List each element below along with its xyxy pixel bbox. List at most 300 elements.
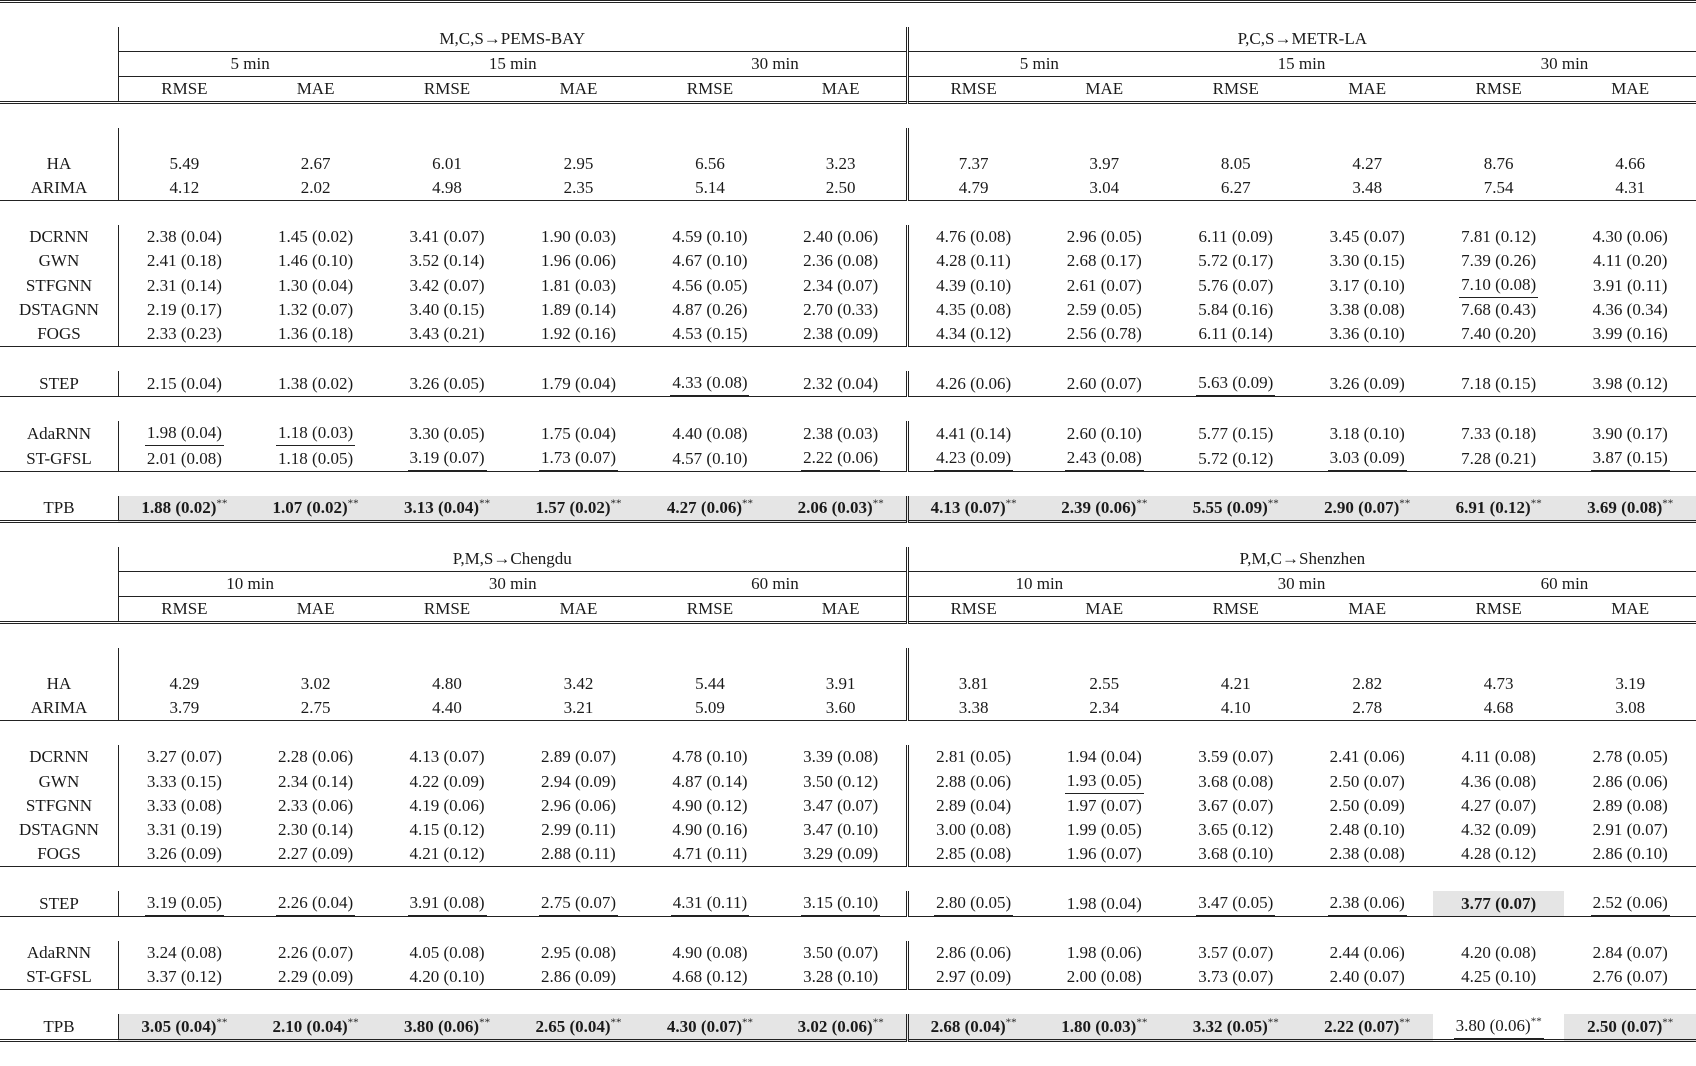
metric-value (1459, 249, 1538, 273)
metric-value-cell (250, 696, 381, 721)
metric-value (1196, 941, 1275, 965)
metric-value-text: 4.33 (0.08) (672, 373, 747, 392)
metric-value-cell (1433, 818, 1564, 842)
spacer-cell (907, 648, 1038, 672)
metric-value (670, 274, 749, 298)
horizon-header: 60 min (644, 572, 907, 597)
metric-value (1196, 371, 1275, 396)
metric-value-cell (1039, 152, 1170, 176)
metric-value-cell (1301, 249, 1432, 273)
metric-value-cell (513, 421, 644, 446)
metric-value-text: 2.50 (0.07) (1587, 1017, 1662, 1036)
significance-marker: ** (1136, 497, 1147, 509)
metric-value-cell (776, 322, 907, 347)
metric-value (145, 298, 224, 322)
metric-value-text: 2.76 (0.07) (1593, 967, 1668, 986)
metric-value-text: 5.44 (695, 674, 725, 693)
metric-value-text: 2.19 (0.17) (147, 300, 222, 319)
metric-value (168, 696, 202, 720)
metric-value-cell (776, 745, 907, 769)
metric-value (1328, 274, 1407, 298)
metric-value-cell (250, 1014, 381, 1041)
metric-value-text: 3.13 (0.04) (404, 498, 479, 517)
significance-marker: ** (1662, 1016, 1673, 1028)
metric-value-text: 3.30 (0.05) (410, 424, 485, 443)
metric-value (1065, 298, 1144, 322)
metric-value (670, 225, 749, 249)
metric-value-text: 2.89 (0.04) (936, 796, 1011, 815)
metric-value-cell (1039, 273, 1170, 298)
metric-value-text: 5.76 (0.07) (1198, 276, 1273, 295)
metric-value (1459, 818, 1538, 842)
corner-cell (0, 52, 118, 77)
metric-value (276, 249, 355, 273)
metric-header: MAE (776, 77, 907, 103)
metric-value-text: 2.38 (0.09) (803, 324, 878, 343)
metric-value-cell (776, 225, 907, 249)
metric-value-text: 1.88 (0.02) (141, 498, 216, 517)
metric-value-cell (1170, 696, 1301, 721)
metric-value-text: 2.02 (301, 178, 331, 197)
metric-value-text: 3.23 (826, 154, 856, 173)
table-row (0, 672, 1696, 696)
metric-value (670, 298, 749, 322)
metric-value-text: 3.08 (1615, 698, 1645, 717)
spacer-cell (118, 128, 249, 152)
metric-header: RMSE (118, 597, 249, 623)
metric-header: MAE (1039, 77, 1170, 103)
metric-value-cell (776, 152, 907, 176)
spacer-cell (1039, 128, 1170, 152)
metric-value (1328, 322, 1407, 346)
model-name: FOGS (0, 322, 118, 347)
metric-value-cell (513, 298, 644, 322)
metric-value-cell (644, 891, 775, 917)
metric-value-cell (1170, 965, 1301, 990)
table-row (0, 298, 1696, 322)
metric-value (276, 225, 355, 249)
metric-value-text: 3.47 (0.07) (803, 796, 878, 815)
metric-value (1059, 496, 1149, 520)
metric-value (670, 371, 749, 396)
metric-value-text: 1.79 (0.04) (541, 374, 616, 393)
metric-value-cell (1170, 672, 1301, 696)
metric-value-text: 3.69 (0.08) (1587, 498, 1662, 517)
metric-value-cell (381, 322, 512, 347)
metric-value (934, 225, 1013, 249)
metric-value (1328, 372, 1407, 396)
metric-value (1350, 176, 1384, 200)
metric-header: RMSE (644, 77, 775, 103)
metric-value (1454, 496, 1544, 520)
spacer-cell (250, 128, 381, 152)
metric-value (1459, 941, 1538, 965)
metric-value-text: 2.38 (0.08) (1330, 844, 1405, 863)
metric-value-cell (776, 371, 907, 397)
metric-value-text: 4.15 (0.12) (410, 820, 485, 839)
table-row (0, 371, 1696, 397)
metric-value-text: 2.61 (0.07) (1067, 276, 1142, 295)
metric-value-text: 1.36 (0.18) (278, 324, 353, 343)
metric-value-cell (1433, 794, 1564, 818)
metric-value (801, 770, 880, 794)
metric-value-text: 6.11 (0.09) (1199, 227, 1273, 246)
metric-value-text: 4.78 (0.10) (672, 747, 747, 766)
table-row (0, 446, 1696, 472)
metric-value-cell (1433, 496, 1564, 522)
metric-value-cell (118, 322, 249, 347)
metric-value-text: 3.91 (826, 674, 856, 693)
metric-value (276, 372, 355, 396)
metric-value-cell (1039, 371, 1170, 397)
metric-value (1613, 176, 1647, 200)
metric-value (145, 891, 224, 916)
metric-value-text: 3.80 (0.06) (404, 1017, 479, 1036)
metric-value-text: 4.79 (959, 178, 989, 197)
metric-header: MAE (1564, 77, 1696, 103)
metric-value (824, 176, 858, 200)
metric-value-text: 3.99 (0.16) (1593, 324, 1668, 343)
metric-value-cell (907, 371, 1038, 397)
metric-value-cell (1564, 794, 1696, 818)
metric-value-text: 2.67 (301, 154, 331, 173)
metric-value-text: 4.27 (0.07) (1461, 796, 1536, 815)
metric-value-text: 1.18 (0.05) (278, 449, 353, 468)
metric-value-text: 4.41 (0.14) (936, 424, 1011, 443)
metric-value (430, 152, 464, 176)
metric-value (1196, 842, 1275, 866)
metric-value (801, 298, 880, 322)
metric-value-text: 3.40 (0.15) (410, 300, 485, 319)
metric-header: MAE (250, 597, 381, 623)
table-row (0, 769, 1696, 794)
metric-value-cell (381, 176, 512, 201)
metric-value (801, 965, 880, 989)
model-name: STEP (0, 371, 118, 397)
metric-value-text: 2.95 (564, 154, 594, 173)
metric-value-text: 4.20 (0.10) (410, 967, 485, 986)
metric-value (934, 422, 1013, 446)
metric-value-text: 3.98 (0.12) (1593, 374, 1668, 393)
metric-value-cell (250, 249, 381, 273)
spacer-cell (1564, 648, 1696, 672)
dataset-title: M,C,S→PEMS-BAY (118, 27, 907, 52)
metric-value-text: 3.26 (0.05) (410, 374, 485, 393)
metric-value-cell (1170, 794, 1301, 818)
metric-value (1196, 422, 1275, 446)
model-name: ST-GFSL (0, 965, 118, 990)
table-row (0, 745, 1696, 769)
metric-value-cell (776, 249, 907, 273)
metric-value-cell (513, 225, 644, 249)
metric-value-text: 2.50 (826, 178, 856, 197)
metric-value (1065, 274, 1144, 298)
metric-row (0, 597, 1696, 623)
metric-value (934, 249, 1012, 273)
metric-value-cell (907, 794, 1038, 818)
model-name: STEP (0, 891, 118, 917)
metric-value (957, 672, 991, 696)
metric-value-text: 2.35 (564, 178, 594, 197)
metric-value-cell (1564, 965, 1696, 990)
table-row (0, 965, 1696, 990)
metric-value-text: 2.48 (0.10) (1330, 820, 1405, 839)
metric-value (299, 176, 333, 200)
spacer-cell (1433, 128, 1564, 152)
rule (0, 2, 1696, 28)
metric-value-cell (1564, 891, 1696, 917)
model-name: GWN (0, 769, 118, 794)
metric-value-text: 2.60 (0.07) (1067, 374, 1142, 393)
metric-value-text: 2.68 (0.17) (1067, 251, 1142, 270)
metric-value-cell (381, 891, 512, 917)
metric-value (139, 1015, 229, 1039)
metric-value-cell (907, 1014, 1038, 1041)
significance-marker: ** (479, 497, 490, 509)
metric-value-cell (1301, 446, 1432, 472)
metric-value-text: 4.20 (0.08) (1461, 943, 1536, 962)
metric-value-text: 3.60 (826, 698, 856, 717)
metric-value-text: 4.68 (1484, 698, 1514, 717)
metric-value (1591, 225, 1670, 249)
spacer-cell (381, 128, 512, 152)
metric-header: RMSE (907, 77, 1038, 103)
metric-value-cell (1170, 745, 1301, 769)
metric-value (934, 274, 1013, 298)
metric-value (1087, 176, 1121, 200)
horizon-header: 15 min (381, 52, 644, 77)
metric-value-text: 1.80 (0.03) (1061, 1017, 1136, 1036)
metric-value-text: 1.07 (0.02) (273, 498, 348, 517)
table-row (0, 176, 1696, 201)
horizon-header: 5 min (907, 52, 1170, 77)
metric-value-text: 4.56 (0.05) (672, 276, 747, 295)
metric-value (1350, 696, 1384, 720)
rule (0, 1041, 1696, 1066)
rule (0, 990, 1696, 1015)
metric-value-cell (776, 496, 907, 522)
metric-value (145, 794, 224, 818)
metric-value-cell (118, 965, 249, 990)
metric-value (801, 842, 880, 866)
metric-value-cell (1564, 941, 1696, 965)
metric-value-text: 5.72 (0.17) (1198, 251, 1273, 270)
metric-value-cell (1170, 249, 1301, 273)
metric-value-cell (1170, 371, 1301, 397)
metric-value (1591, 770, 1670, 794)
metric-value-text: 5.14 (695, 178, 725, 197)
metric-value-cell (513, 672, 644, 696)
metric-value (934, 298, 1013, 322)
metric-value-cell (907, 818, 1038, 842)
metric-value-text: 3.50 (0.12) (803, 772, 878, 791)
spacer-cell (381, 648, 512, 672)
metric-value (276, 794, 355, 818)
metric-value-text: 5.09 (695, 698, 725, 717)
metric-value-cell (118, 496, 249, 522)
metric-value-cell (776, 794, 907, 818)
metric-value-cell (513, 446, 644, 472)
metric-value-text: 3.19 (0.05) (147, 893, 222, 912)
metric-value (801, 249, 880, 273)
metric-header: MAE (513, 597, 644, 623)
metric-value-cell (118, 249, 249, 273)
metric-value (693, 152, 727, 176)
metric-value (276, 421, 355, 446)
significance-marker: ** (1268, 497, 1279, 509)
metric-value-text: 4.32 (0.09) (1461, 820, 1536, 839)
metric-value-cell (1564, 745, 1696, 769)
metric-value-text: 2.34 (1089, 698, 1119, 717)
metric-value (145, 745, 224, 769)
metric-value (276, 447, 355, 471)
metric-value-cell (1301, 225, 1432, 249)
metric-value-text: 1.46 (0.10) (278, 251, 353, 270)
model-name: DSTAGNN (0, 818, 118, 842)
metric-value-cell (907, 745, 1038, 769)
dataset-title-row (0, 547, 1696, 572)
metric-value (1350, 152, 1384, 176)
metric-value-text: 3.21 (564, 698, 594, 717)
metric-value-cell (1564, 1014, 1696, 1041)
metric-value (408, 274, 487, 298)
group-rule (0, 472, 1696, 497)
metric-value-cell (250, 496, 381, 522)
metric-value-text: 2.40 (0.07) (1330, 967, 1405, 986)
metric-value-cell (907, 965, 1038, 990)
metric-value (957, 176, 991, 200)
metric-value-text: 2.34 (0.07) (803, 276, 878, 295)
metric-value-cell (776, 769, 907, 794)
metric-value-cell (250, 176, 381, 201)
metric-value-cell (513, 941, 644, 965)
metric-value-text: 3.47 (0.05) (1198, 893, 1273, 912)
metric-value (934, 891, 1013, 916)
metric-value-cell (250, 672, 381, 696)
metric-value-cell (118, 745, 249, 769)
spacer-cell (776, 128, 907, 152)
metric-value (693, 696, 727, 720)
metric-value-cell (250, 225, 381, 249)
model-name: ARIMA (0, 696, 118, 721)
metric-value-text: 4.87 (0.14) (672, 772, 747, 791)
metric-value-cell (1564, 273, 1696, 298)
metric-value (276, 274, 355, 298)
metric-value-cell (644, 794, 775, 818)
metric-value-text: 4.90 (0.16) (672, 820, 747, 839)
metric-value-text: 8.05 (1221, 154, 1251, 173)
metric-value-text: 2.56 (0.78) (1067, 324, 1142, 343)
metric-value (1065, 249, 1144, 273)
metric-value (145, 770, 224, 794)
metric-value-text: 2.55 (1089, 674, 1119, 693)
metric-value-cell (118, 225, 249, 249)
metric-value-text: 2.75 (0.07) (541, 893, 616, 912)
metric-value-cell (1433, 322, 1564, 347)
metric-value (1196, 249, 1275, 273)
metric-value (1191, 1015, 1281, 1039)
metric-value-cell (1039, 672, 1170, 696)
spacer-cell (1301, 648, 1432, 672)
metric-value (1482, 672, 1516, 696)
metric-value-text: 3.68 (0.10) (1198, 844, 1273, 863)
metric-value (539, 225, 618, 249)
metric-value (1350, 672, 1384, 696)
metric-value-text: 3.57 (0.07) (1198, 943, 1273, 962)
metric-value-cell (1564, 818, 1696, 842)
metric-value-text: 2.86 (0.06) (936, 943, 1011, 962)
metric-value-text: 5.84 (0.16) (1198, 300, 1273, 319)
metric-value-text: 2.82 (1352, 674, 1382, 693)
metric-value-text: 3.80 (0.06) (1456, 1016, 1531, 1035)
rule (0, 522, 1696, 548)
metric-value-cell (1039, 496, 1170, 522)
metric-value-text: 2.90 (0.07) (1324, 498, 1399, 517)
metric-value-text: 2.68 (0.04) (931, 1017, 1006, 1036)
metric-value-cell (1433, 891, 1564, 917)
metric-value-text: 4.12 (170, 178, 200, 197)
metric-value-cell (1564, 421, 1696, 446)
metric-value-cell (1564, 496, 1696, 522)
metric-value (145, 421, 224, 446)
metric-value-cell (644, 745, 775, 769)
metric-value-text: 3.26 (0.09) (147, 844, 222, 863)
metric-value-cell (1039, 965, 1170, 990)
metric-value-text: 2.88 (0.11) (541, 844, 615, 863)
metric-value (1065, 322, 1144, 346)
significance-marker: ** (1531, 497, 1542, 509)
metric-value (539, 965, 618, 989)
model-name: TPB (0, 496, 118, 522)
metric-value (276, 842, 355, 866)
metric-value (801, 891, 880, 916)
metric-value-text: 4.27 (0.06) (667, 498, 742, 517)
metric-value (276, 298, 355, 322)
metric-value-cell (644, 225, 775, 249)
metric-value (276, 965, 355, 989)
metric-value-text: 2.33 (0.23) (147, 324, 222, 343)
metric-value (1459, 372, 1538, 396)
metric-value-cell (644, 249, 775, 273)
metric-value-cell (1301, 298, 1432, 322)
metric-value (1613, 696, 1647, 720)
metric-value-text: 4.19 (0.06) (410, 796, 485, 815)
metric-value-cell (1564, 696, 1696, 721)
metric-value-cell (1433, 176, 1564, 201)
metric-value (562, 152, 596, 176)
metric-value-text: 7.81 (0.12) (1461, 227, 1536, 246)
metric-value (408, 794, 487, 818)
metric-value-cell (1433, 941, 1564, 965)
metric-value-text: 3.37 (0.12) (147, 967, 222, 986)
metric-value (1482, 152, 1516, 176)
metric-value (145, 249, 224, 273)
metric-value (1328, 965, 1407, 989)
metric-value-text: 3.90 (0.17) (1593, 424, 1668, 443)
metric-value-cell (1170, 421, 1301, 446)
metric-value-cell (1039, 225, 1170, 249)
metric-header: RMSE (118, 77, 249, 103)
metric-value (1459, 322, 1538, 346)
metric-value-text: 4.27 (1352, 154, 1382, 173)
metric-value (145, 447, 224, 471)
metric-value-cell (1433, 152, 1564, 176)
bottom-rule (0, 1041, 1696, 1066)
metric-value (408, 249, 487, 273)
group-rule (0, 347, 1696, 372)
metric-header: RMSE (644, 597, 775, 623)
spacer-cell (1433, 648, 1564, 672)
